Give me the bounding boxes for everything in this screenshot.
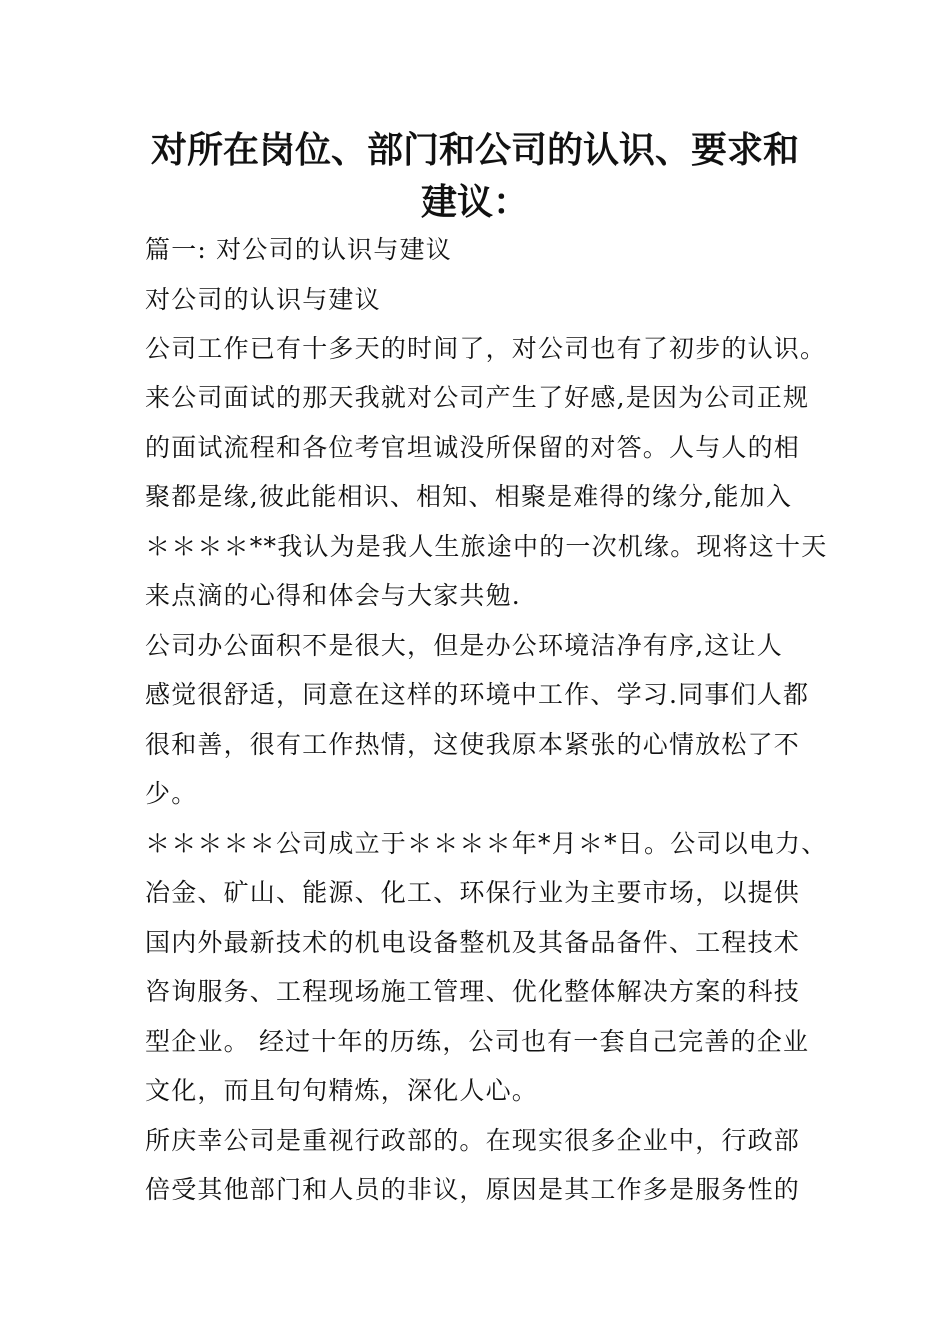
paragraph-line: 国内外最新技术的机电设备整机及其备品备件、工程技术 [145,928,801,957]
document-title-line-2: 建议： [420,181,529,223]
subheading: 对公司的认识与建议 [145,285,381,314]
paragraph-line: 来点滴的心得和体会与大家共勉. [145,581,521,610]
paragraph-line: 倍受其他部门和人员的非议，原因是其工作多是服务性的 [145,1175,801,1204]
paragraph-line: 咨询服务、工程现场施工管理、优化整体解决方案的科技 [145,977,801,1006]
paragraph-line: 来公司面试的那天我就对公司产生了好感,是因为公司正规 [145,383,810,412]
paragraph-line: 公司办公面积不是很大，但是办公环境洁净有序,这让人 [145,631,783,660]
paragraph-line: ＊＊＊＊**我认为是我人生旅途中的一次机缘。现将这十天 [145,532,828,561]
paragraph-line: 公司工作已有十多天的时间了，对公司也有了初步的认识。 [145,334,827,363]
paragraph-line: 少。 [145,779,198,808]
document-title-line-1: 对所在岗位、部门和公司的认识、要求和 [150,129,799,171]
paragraph-line: 聚都是缘,彼此能相识、相知、相聚是难得的缘分,能加入 [145,482,793,511]
paragraph-line: 很和善，很有工作热情，这使我原本紧张的心情放松了不 [145,730,801,759]
paragraph-line: 文化，而且句句精炼，深化人心。 [145,1076,539,1105]
paragraph-line: 型企业。 经过十年的历练，公司也有一套自己完善的企业 [145,1027,810,1056]
paragraph-line: ＊＊＊＊＊公司成立于＊＊＊＊年*月＊*日。公司以电力、 [145,829,828,858]
paragraph-line: 冶金、矿山、能源、化工、环保行业为主要市场，以提供 [145,878,801,907]
paragraph-line: 的面试流程和各位考官坦诚没所保留的对答。人与人的相 [145,433,801,462]
section-heading: 篇一: 对公司的认识与建议 [145,235,452,264]
paragraph-line: 所庆幸公司是重视行政部的。在现实很多企业中，行政部 [145,1126,801,1155]
paragraph-line: 感觉很舒适，同意在这样的环境中工作、学习.同事们人都 [145,680,810,709]
